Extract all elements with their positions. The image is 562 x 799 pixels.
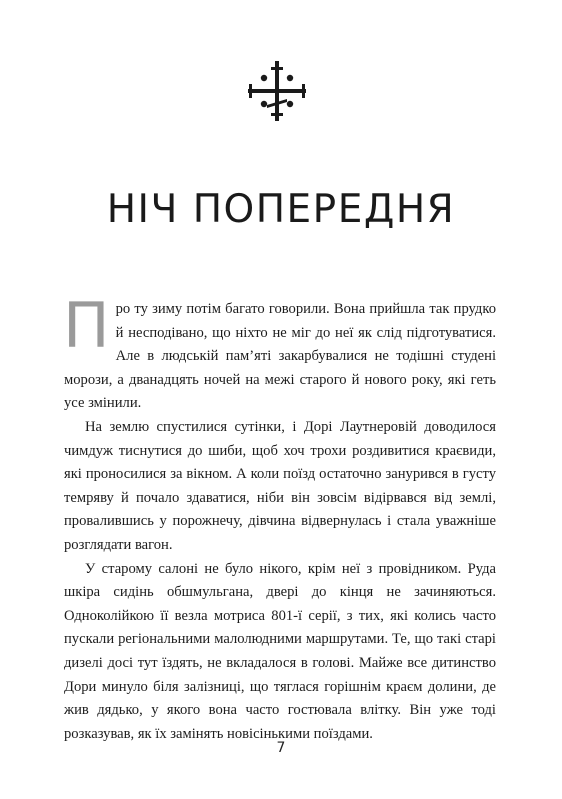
paragraph-1-text: ро ту зиму потім багато говорили. Вона прийшла так прудко й несподівано, що ніхто не міг до неї як слід підготуватися. Але в людській пам’яті закарбувалися не тодішні студені морози, а дванадцять ночей на межі старого й нового року, які геть усе змінили. xyxy=(64,301,496,412)
page-number: 7 xyxy=(276,740,286,756)
paragraph-1 xyxy=(63,289,496,416)
chapter-body xyxy=(63,289,496,746)
paragraph-3: У старому салоні не було нікого, крім неї з провідником. Руда шкіра сидінь обшмульгана, двері до кінця не зачиняються. Одноколійкою її везла мотриса 801-ї серії, з тих, які колись часто пускали регіональними малолюдними маршрутами. Те, що такі старі дизелі досі тут їздять, не вкладалося в голові. Майже все дитинство Дори минуло біля залізниці, що тяглася горішнім краєм долини, де жив дядько, у якого вона часто гостювала влітку. Він уже тоді розказував, як їх замінять новісінькими поїздами. xyxy=(64,560,496,742)
drop-cap: П xyxy=(63,289,110,362)
chapter-title: НІЧ ПОПЕРЕДНЯ xyxy=(106,187,456,232)
orthodox-cross-ornament-icon xyxy=(245,58,309,124)
paragraph-2: На землю спустилися сутінки, і Дорі Лаутнеровій доводилося чимдуж тиснутися до шиби, щоб хоч трохи роздивитися краєвиди, які проносилися за вікном. А коли поїзд остаточно занурився в густу темряву й почало здаватися, ніби він зовсім відірвався від землі, провалившись у порожнечу, дівчина відвернулась і стала уважніше розглядати вагон. xyxy=(64,418,496,553)
